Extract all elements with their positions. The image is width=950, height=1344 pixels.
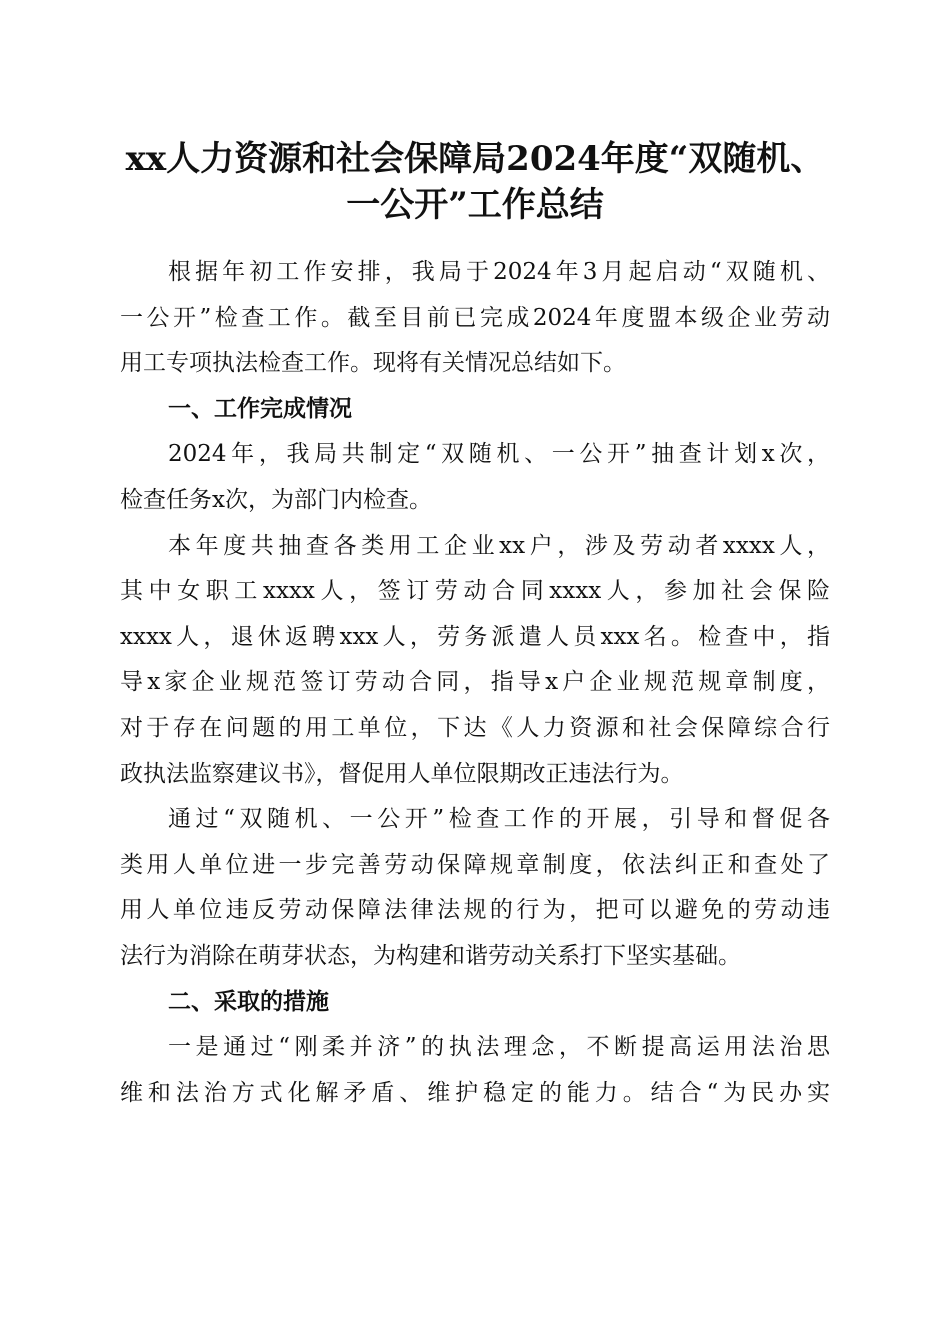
- paragraph-line: 法行为消除在萌芽状态，为构建和谐劳动关系打下坚实基础。: [120, 942, 741, 969]
- document-title: [100, 136, 850, 228]
- paragraph-line: xxxx人，退休返聘xxx人，劳务派遣人员xxx名。检查中，指: [120, 623, 830, 650]
- paragraph-line: 导x家企业规范签订劳动合同，指导x户企业规范规章制度，: [120, 669, 830, 696]
- title-line-1: xx人力资源和社会保障局2024年度“双随机、: [125, 139, 825, 179]
- section-heading-2: 二、采取的措施: [168, 988, 329, 1015]
- intro-paragraph-line: 根据年初工作安排，我局于2024年3月起启动“双随机、: [168, 259, 830, 285]
- paragraph-line: 检查任务x次，为部门内检查。: [120, 486, 432, 513]
- paragraph-line: 类用人单位进一步完善劳动保障规章制度，依法纠正和查处了: [120, 851, 830, 878]
- title-line-2: 一公开”工作总结: [346, 185, 604, 225]
- section-heading-1: 一、工作完成情况: [168, 395, 352, 422]
- paragraph-line: 本年度共抽查各类用工企业xx户，涉及劳动者xxxx人，: [168, 532, 830, 559]
- paragraph-line: 其中女职工xxxx人，签订劳动合同xxxx人，参加社会保险: [120, 578, 830, 605]
- paragraph-line: 用人单位违反劳动保障法律法规的行为，把可以避免的劳动违: [120, 897, 830, 924]
- intro-paragraph-line: 用工专项执法检查工作。现将有关情况总结如下。: [120, 350, 626, 377]
- paragraph-line: 政执法监察建议书》，督促用人单位限期改正违法行为。: [120, 760, 684, 787]
- paragraph-line: 一是通过“刚柔并济”的执法理念，不断提高运用法治思: [168, 1034, 830, 1061]
- paragraph-line: 维和法治方式化解矛盾、维护稳定的能力。结合“为民办实: [120, 1079, 830, 1106]
- intro-paragraph-line: 一公开”检查工作。截至目前已完成2024年度盟本级企业劳动: [120, 304, 830, 331]
- paragraph-line: 2024年，我局共制定“双随机、一公开”抽查计划x次，: [168, 441, 830, 468]
- paragraph-line: 对于存在问题的用工单位，下达《人力资源和社会保障综合行: [120, 714, 830, 741]
- document-body: [120, 250, 830, 1116]
- paragraph-line: 通过“双随机、一公开”检查工作的开展，引导和督促各: [168, 806, 830, 833]
